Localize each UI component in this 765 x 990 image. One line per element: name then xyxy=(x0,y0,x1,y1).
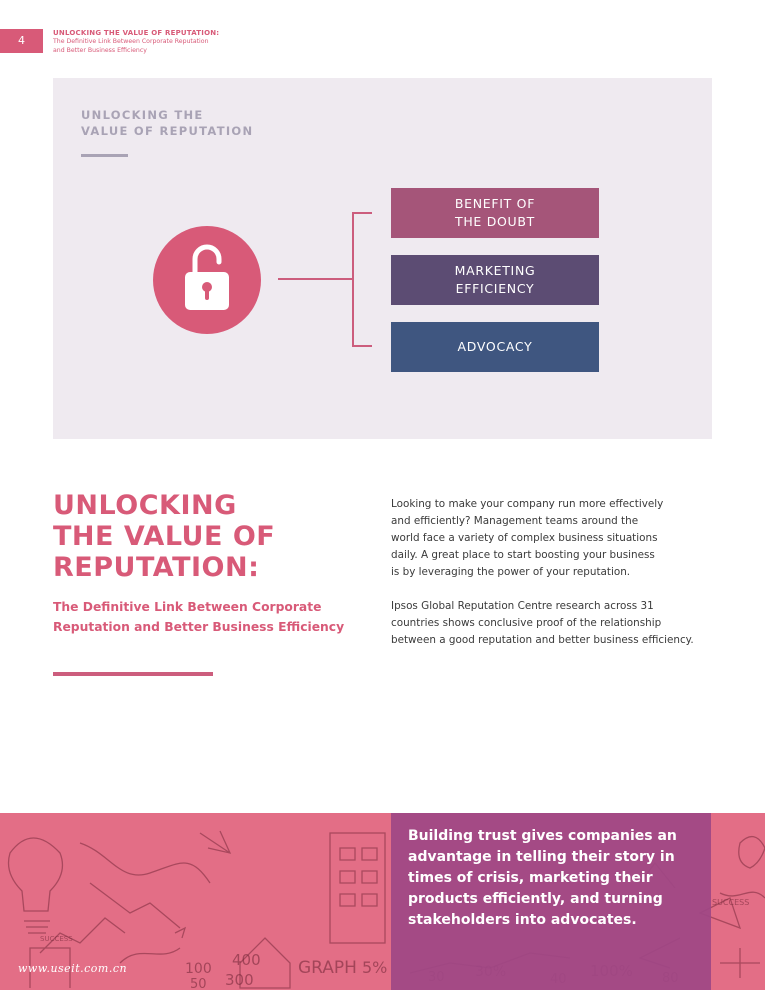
page-number: 4 xyxy=(0,29,43,53)
advocacy-box: ADVOCACY xyxy=(391,322,599,372)
doodle-100-text: 100 xyxy=(185,961,212,977)
lock-badge xyxy=(153,226,261,334)
diagram-title: UNLOCKING THE VALUE OF REPUTATION xyxy=(81,108,254,138)
doodle-5pct-text: 5% xyxy=(362,958,388,977)
research-paragraph: Ipsos Global Reputation Centre research across 31 countries shows conclusive proof of the relationship between a good reputation and better business efficiency. xyxy=(391,600,694,646)
intro-paragraph: Looking to make your company run more effectively and efficiently? Management teams around the world face a variety of complex business situations daily. A great place to start boosting your business is by leveraging the power of your reputation. xyxy=(391,498,664,578)
diagram-title-rule xyxy=(81,154,128,157)
doodle-success-right-text: SUCCESS xyxy=(712,898,750,907)
article-title: UNLOCKING THE VALUE OF REPUTATION: xyxy=(53,490,276,583)
running-header-title: UNLOCKING THE VALUE OF REPUTATION: xyxy=(53,29,220,37)
doodle-graph-text: GRAPH xyxy=(298,958,357,978)
running-header-subtitle: The Definitive Link Between Corporate Reputation and Better Business Efficiency xyxy=(53,38,209,54)
marketing-efficiency-box: MARKETING EFFICIENCY xyxy=(391,255,599,305)
watermark: www.useit.com.cn xyxy=(18,962,128,975)
doodle-300-text: 300 xyxy=(225,971,254,989)
unlocked-padlock-icon xyxy=(153,226,261,334)
doodle-success-left-text: SUCCESS xyxy=(40,935,73,943)
doodle-400-text: 400 xyxy=(232,951,261,969)
benefit-of-the-doubt-box: BENEFIT OF THE DOUBT xyxy=(391,188,599,238)
connector-bracket xyxy=(352,212,372,347)
pull-quote: Building trust gives companies an advantage in telling their story in times of crisis, marketing their products efficiently, and turning stakeholders into advocates. xyxy=(408,828,677,928)
title-rule xyxy=(53,672,213,676)
connector-line xyxy=(278,278,353,280)
article-subtitle: The Definitive Link Between Corporate Reputation and Better Business Efficiency xyxy=(53,600,345,634)
doodle-50-text: 50 xyxy=(190,977,207,990)
